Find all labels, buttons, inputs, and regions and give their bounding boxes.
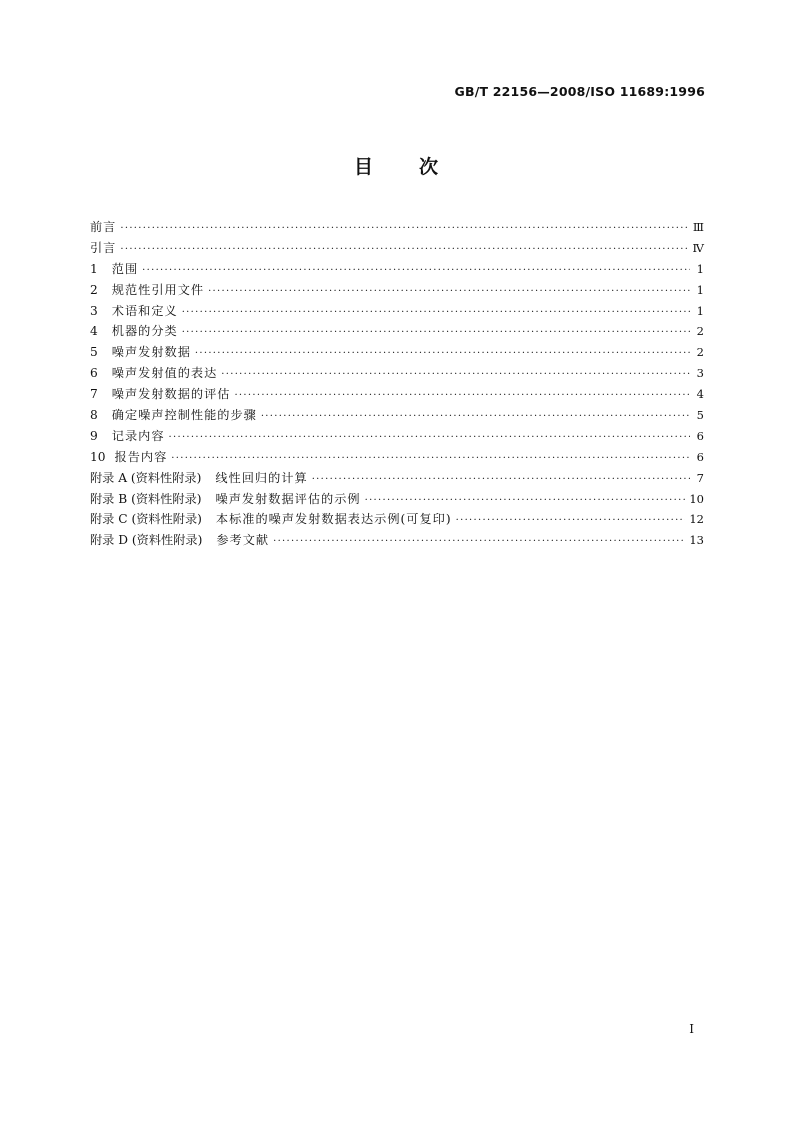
- toc-entry-number: 5: [90, 345, 98, 360]
- toc-leader-dots: [365, 495, 686, 506]
- toc-leader-dots: [221, 369, 690, 380]
- toc-entry[interactable]: [90, 385, 704, 406]
- toc-leader-dots: [182, 327, 690, 338]
- toc-entry-page: 12: [689, 512, 704, 527]
- toc-entry-number: 4: [90, 324, 98, 339]
- toc-entry[interactable]: [90, 448, 704, 469]
- toc-entry-label: 引言: [90, 240, 117, 255]
- toc-leader-dots: [120, 223, 689, 234]
- toc-entry[interactable]: [90, 406, 704, 427]
- toc-leader-dots: [171, 453, 690, 464]
- toc-entry-number: 附录 C (资料性附录): [90, 512, 202, 527]
- page-number: I: [689, 1022, 694, 1036]
- toc-entry[interactable]: [90, 469, 704, 490]
- toc-entry-number: 1: [90, 261, 98, 276]
- standard-code: GB/T 22156—2008/ISO 11689:1996: [454, 84, 705, 99]
- toc-entry-number: 10: [90, 449, 106, 464]
- toc-entry-page: 4: [696, 387, 704, 402]
- toc-entry-page: 10: [689, 491, 704, 506]
- toc-entry[interactable]: [90, 343, 704, 364]
- toc-entry-page: 13: [689, 533, 704, 548]
- toc-entry-page: 5: [696, 408, 704, 423]
- toc-entry[interactable]: [90, 510, 704, 531]
- toc-entry-page: 1: [696, 282, 704, 297]
- toc-leader-dots: [169, 432, 690, 443]
- toc-entry-number: 附录 B (资料性附录): [90, 491, 202, 506]
- toc-entry-label: 记录内容: [111, 428, 165, 443]
- toc-entry-number: 3: [90, 303, 98, 318]
- toc-leader-dots: [273, 536, 685, 547]
- toc-entry-label: 报告内容: [114, 449, 168, 464]
- toc-entry[interactable]: [90, 302, 704, 323]
- toc-entry[interactable]: [90, 427, 704, 448]
- toc-entry-page: Ⅳ: [692, 240, 704, 255]
- toc-entry-page: 7: [696, 470, 704, 485]
- toc-leader-dots: [120, 244, 688, 255]
- toc-entry-page: 6: [696, 428, 704, 443]
- toc-entry-label: 确定噪声控制性能的步骤: [111, 408, 257, 423]
- toc-leader-dots: [312, 474, 690, 485]
- toc-entry-label: 噪声发射数据的评估: [111, 387, 231, 402]
- toc-entry-page: 1: [696, 303, 704, 318]
- toc-entry-number: 2: [90, 282, 98, 297]
- toc-entry[interactable]: [90, 364, 704, 385]
- toc-leader-dots: [234, 390, 690, 401]
- toc-entry-page: Ⅲ: [692, 220, 704, 234]
- toc-entry-label: 本标准的噪声发射数据表达示例(可复印): [215, 512, 452, 527]
- table-of-contents: [90, 218, 704, 552]
- toc-entry[interactable]: [90, 281, 704, 302]
- toc-leader-dots: [208, 286, 690, 297]
- title-char-2: 次: [419, 156, 441, 178]
- toc-entry-label: 参考文献: [216, 533, 270, 548]
- toc-entry[interactable]: [90, 531, 704, 552]
- toc-leader-dots: [261, 411, 690, 422]
- toc-entry-number: 9: [90, 428, 98, 443]
- toc-leader-dots: [456, 515, 686, 526]
- toc-entry-page: 2: [696, 324, 704, 339]
- toc-entry-number: 附录 D (资料性附录): [90, 533, 203, 548]
- toc-entry-label: 噪声发射值的表达: [111, 366, 218, 381]
- toc-entry-page: 1: [696, 261, 704, 276]
- toc-entry[interactable]: [90, 490, 704, 511]
- toc-leader-dots: [195, 348, 690, 359]
- toc-entry-label: 术语和定义: [111, 303, 178, 318]
- toc-entry-label: 噪声发射数据: [111, 345, 191, 360]
- toc-entry-label: 线性回归的计算: [215, 470, 308, 485]
- toc-entry-number: 7: [90, 387, 98, 402]
- toc-entry-label: 前言: [90, 220, 117, 234]
- toc-entry-page: 3: [696, 366, 704, 381]
- toc-entry-label: 噪声发射数据评估的示例: [215, 491, 361, 506]
- toc-leader-dots: [182, 307, 690, 318]
- toc-entry-number: 6: [90, 366, 98, 381]
- toc-entry[interactable]: [90, 218, 704, 239]
- toc-entry[interactable]: [90, 239, 704, 260]
- toc-entry-page: 2: [696, 345, 704, 360]
- toc-entry-label: 范围: [111, 261, 139, 276]
- toc-entry-label: 规范性引用文件: [111, 282, 205, 297]
- toc-entry-page: 6: [696, 449, 704, 464]
- title-char-1: 目: [353, 156, 375, 178]
- toc-entry[interactable]: [90, 260, 704, 281]
- toc-entry-number: 附录 A (资料性附录): [90, 470, 202, 485]
- toc-leader-dots: [142, 265, 690, 276]
- page-title: [0, 152, 794, 179]
- toc-entry[interactable]: [90, 322, 704, 343]
- toc-entry-number: 8: [90, 408, 98, 423]
- toc-entry-label: 机器的分类: [111, 324, 178, 339]
